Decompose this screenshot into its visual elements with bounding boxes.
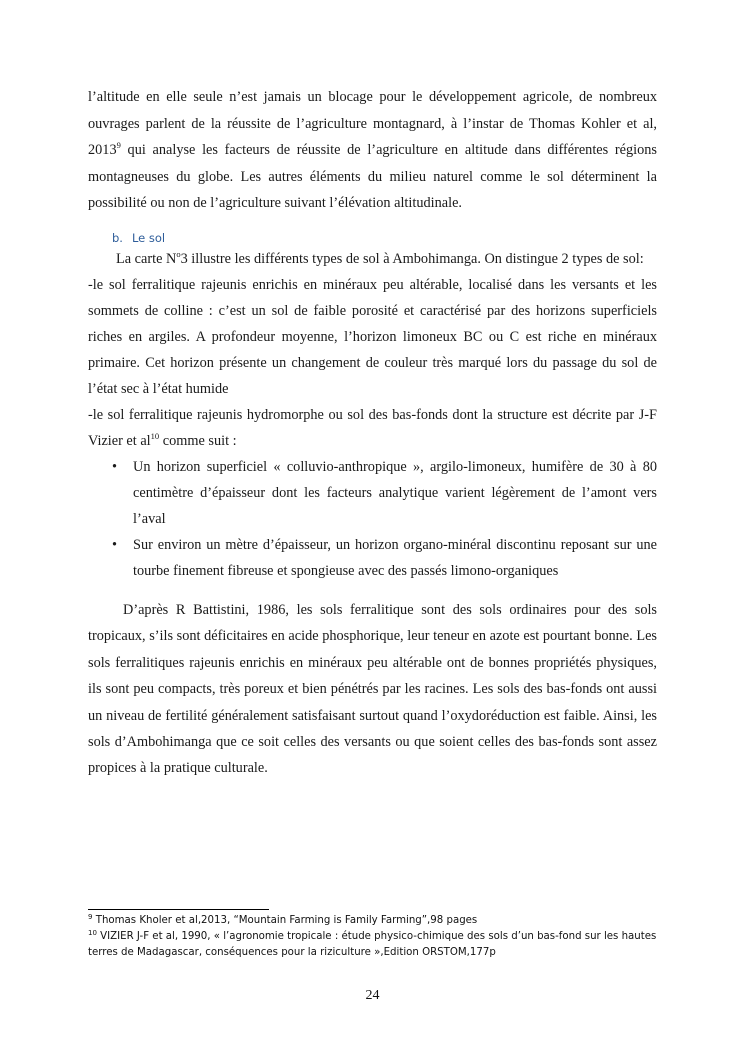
footnote-number: 10 [88, 929, 97, 937]
paragraph-text: comme suit : [159, 433, 237, 449]
bullet-list [88, 454, 657, 584]
paragraph-map [88, 246, 657, 272]
page-number: 24 [365, 988, 380, 1003]
superscript-o: o [176, 249, 181, 259]
section-heading [112, 231, 165, 245]
footnote-ref-9[interactable]: 9 [116, 140, 121, 150]
bullet-icon: • [112, 537, 118, 553]
footnote-9 [88, 913, 668, 929]
paragraph-text: -le sol ferralitique rajeunis hydromorphe ou sol des bas-fonds dont la structure est décrite par J-F Vizier et al [88, 407, 657, 449]
paragraph-text: l’altitude en elle seule n’est jamais un blocage pour le développement agricole, de nombreux ouvrages parlent de la réussite de l’agriculture montagnard, à l’instar de Thomas Kohler et al, 2013 [88, 89, 657, 158]
footnotes [88, 913, 668, 961]
bullet-icon: • [112, 459, 118, 475]
soil-body [88, 246, 657, 584]
footnote-separator [88, 909, 269, 910]
paragraph-text: qui analyse les facteurs de réussite de l’agriculture en altitude dans différentes régions montagneuses du globe. Les autres éléments du milieu naturel comme le sol déterminent la possibilité ou non de l’agriculture suivant l’élévation altitudinale. [88, 142, 657, 211]
footnote-10 [88, 929, 668, 961]
footnote-ref-10[interactable]: 10 [150, 431, 160, 441]
paragraph-altitude [88, 84, 657, 217]
paragraph-text: La carte N [116, 251, 177, 267]
list-item-text: Un horizon superficiel « colluvio-anthropique », argilo-limoneux, humifère de 30 à 80 centimètre d’épaisseur dont les facteurs analytique varient légèrement de l’amont vers l’aval [133, 459, 657, 527]
footnote-text: VIZIER J-F et al, 1990, « l’agronomie tropicale : étude physico-chimique des sols d’un bas-fond sur les hautes terres de Madagascar, conséquences pour la riziculture »,Edition ORSTOM,177p [88, 931, 657, 958]
section-title: Le sol [131, 231, 166, 245]
list-item-text: Sur environ un mètre d’épaisseur, un horizon organo-minéral discontinu reposant sur une tourbe finement fibreuse et spongieuse avec des passés limono-organiques [133, 537, 657, 579]
list-item [88, 532, 657, 584]
paragraph-hydromorphic-soil [88, 402, 657, 454]
paragraph-ferralitic-soil: -le sol ferralitique rajeunis enrichis en minéraux peu altérable, localisé dans les versants et les sommets de colline : c’est un sol de faible porosité et caractérisé par des horizons superficiels riches en argiles. A profondeur moyenne, l’horizon limoneux BC ou C est riche en minéraux primaire. Cet horizon présente un changement de couleur très marqué lors du passage du sol de l’état sec à l’état humide [88, 277, 657, 397]
paragraph-battistini: D’après R Battistini, 1986, les sols ferralitique sont des sols ordinaires pour des sols tropicaux, s’ils sont déficitaires en acide phosphorique, leur teneur en azote est pourtant bonne. Les sols ferralitiques rajeunis enrichis en minéraux peu altérable ont de bonnes propriétés physiques, ils sont peu compacts, très poreux et bien pénétrés par les racines. Les sols des bas-fonds ont aussi un niveau de fertilité généralement satisfaisant surtout quand l’oxydoréduction est faible. Ainsi, les sols d’Ambohimanga que ce soit celles des versants ou que soient celles des bas-fonds sont assez propices à la pratique culturale. [88, 602, 657, 777]
list-item [88, 454, 657, 532]
paragraph-text: 3 illustre les différents types de sol à Ambohimanga. On distingue 2 types de sol: [180, 251, 644, 267]
section-number: b. [112, 231, 123, 245]
footnote-text: Thomas Kholer et al,2013, “Mountain Farming is Family Farming”,98 pages [95, 915, 478, 926]
footnote-number: 9 [88, 913, 93, 921]
